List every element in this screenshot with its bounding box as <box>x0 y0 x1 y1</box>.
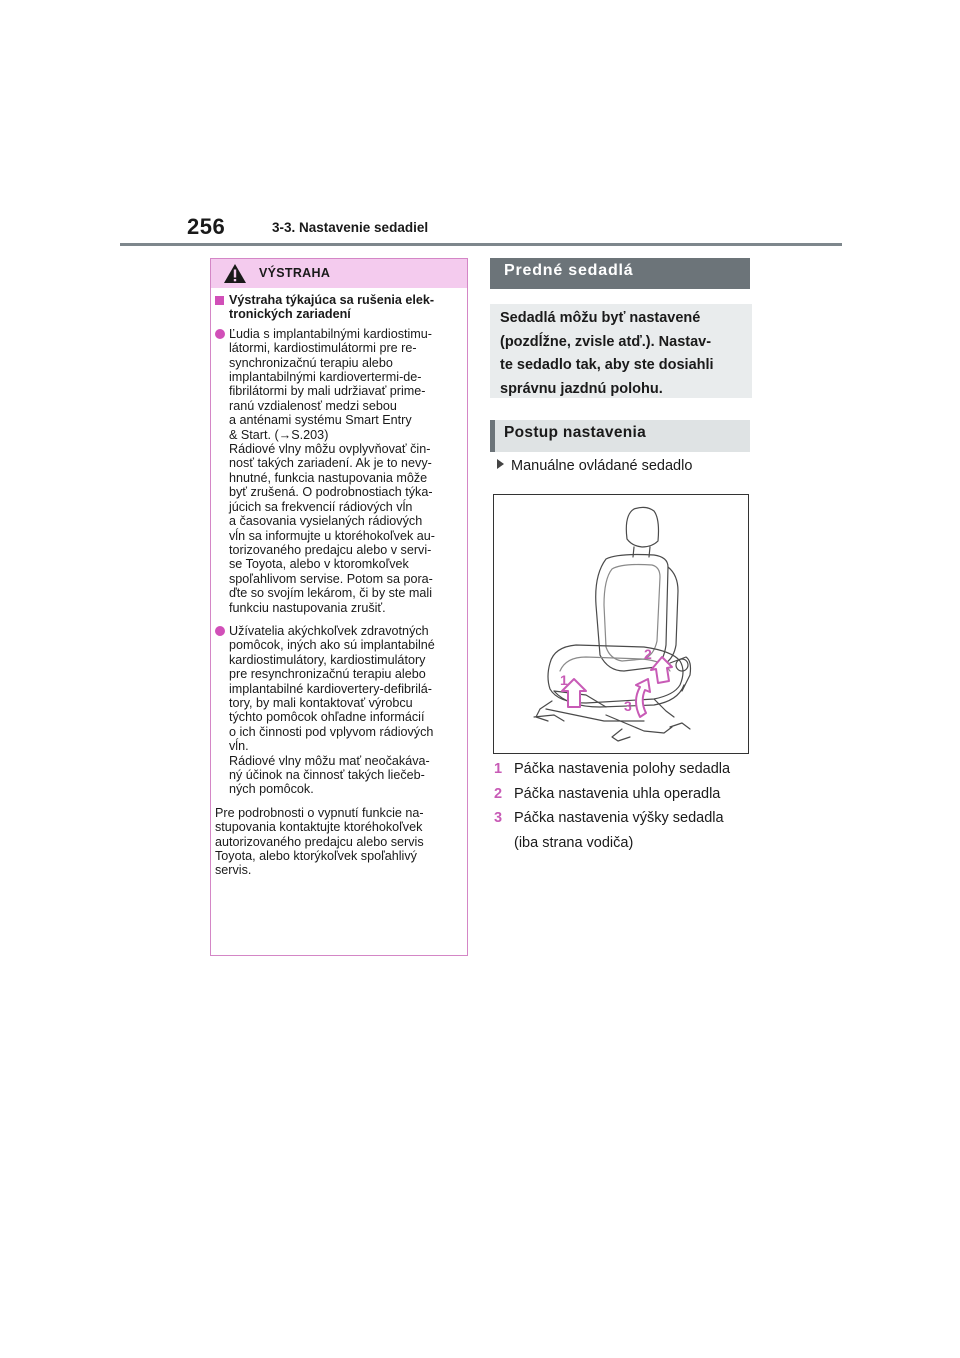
header-rule <box>120 243 842 246</box>
legend-text: Páčka nastavenia uhla operadla <box>514 785 721 802</box>
legend-number: 2 <box>494 785 503 802</box>
warning-bullet-item <box>215 327 462 615</box>
page-number: 256 <box>187 214 226 239</box>
warning-title: VÝSTRAHA <box>259 266 331 280</box>
warning-bullet-text: Ľudia s implantabilnými kardiostimu- látormi, kardiostimulátormi pre re- synchronizačnú terapiu alebo implantabilnými kardiovertermi-de- fibrilátormi by mali udržiavať prime- ranú vzdialenosť medzi sebou a anténami systému Smart Entry & Start. (→S.203) Rádiové vlny môžu ovplyvňovať čin- nosť takých zariadení. Ak je to nevy- hnutné, funkcia nastupovania môže byť zrušená. O podrobnostiach týka- júcich sa frekvencií rádiových vĺn a časovania vysielaných rádiových vĺn sa informujte u ktoréhokoľvek au- torizovaného predajcu alebo v servi- se Toyota, alebo v ktoromkoľvek spoľahlivom servise. Potom sa pora- ďte so svojím lekárom, či by ste mali funkciu nastupovania zrušiť. <box>229 326 435 615</box>
circle-bullet-icon <box>215 329 225 339</box>
legend-item <box>493 757 755 782</box>
rotate-arrow-icon <box>636 679 650 717</box>
procedure-title <box>490 420 750 452</box>
warning-heading <box>215 293 462 322</box>
manual-seat-label-text: Manuálne ovládané sedadlo <box>511 458 693 474</box>
seat-illustration <box>494 495 748 753</box>
warning-heading-text: Výstraha týkajúca sa rušenia elek- tronických zariadení <box>229 293 435 322</box>
figure-callout-2: 2 <box>644 646 652 662</box>
legend-text: Páčka nastavenia polohy sedadla <box>514 761 731 777</box>
legend-item <box>493 782 755 807</box>
warning-bullet-text: Užívatelia akýchkoľvek zdravotných pomôcok, iných ako sú implantabilné kardiostimulátory, kardiostimulátory pre resynchronizačnú terapiu alebo implantabilné kardiovertery-defibrilá- tory, by mali kontaktovať výrobcu týchto pomôcok ohľadne informácií o ich činnosti pod vplyvom rádiových vĺn. Rádiové vlny môžu mať neočakáva- ný účinok na činnosť takých liečeb- ných pomôcok. <box>229 623 435 797</box>
triangle-bullet-icon <box>497 459 504 469</box>
procedure-title-text: Postup nastavenia <box>504 424 647 441</box>
legend-number: 1 <box>494 761 503 777</box>
seat-figure <box>493 494 749 754</box>
manual-seat-label <box>497 458 692 474</box>
figure-callout-1: 1 <box>560 672 568 688</box>
warning-triangle-icon <box>223 263 247 284</box>
legend-text: Páčka nastavenia výšky sedadla (iba strana vodiča) <box>514 810 724 851</box>
warning-box <box>210 258 468 956</box>
square-bullet-icon <box>215 296 224 305</box>
figure-callout-3: 3 <box>624 698 632 714</box>
front-seats-intro: Sedadlá môžu byť nastavené (pozdĺžne, zvisle atď.). Nastav- te sedadlo tak, aby ste dosiahli správnu jazdnú polohu. <box>490 304 752 398</box>
front-seats-title: Predné sedadlá <box>490 258 750 289</box>
warning-body <box>211 288 467 878</box>
legend-number: 3 <box>494 810 503 826</box>
warning-bullet-item <box>215 624 462 797</box>
circle-bullet-icon <box>215 626 225 636</box>
section-title: 3-3. Nastavenie sedadiel <box>272 220 429 235</box>
warning-header <box>211 259 467 288</box>
legend-item <box>493 806 755 855</box>
seat-legend <box>493 757 755 855</box>
warning-footer-text: Pre podrobnosti o vypnutí funkcie na- stupovania kontaktujte ktoréhokoľvek autorizovaného predajcu alebo servis Toyota, alebo ktorýkoľvek spoľahlivý servis. <box>215 805 424 878</box>
